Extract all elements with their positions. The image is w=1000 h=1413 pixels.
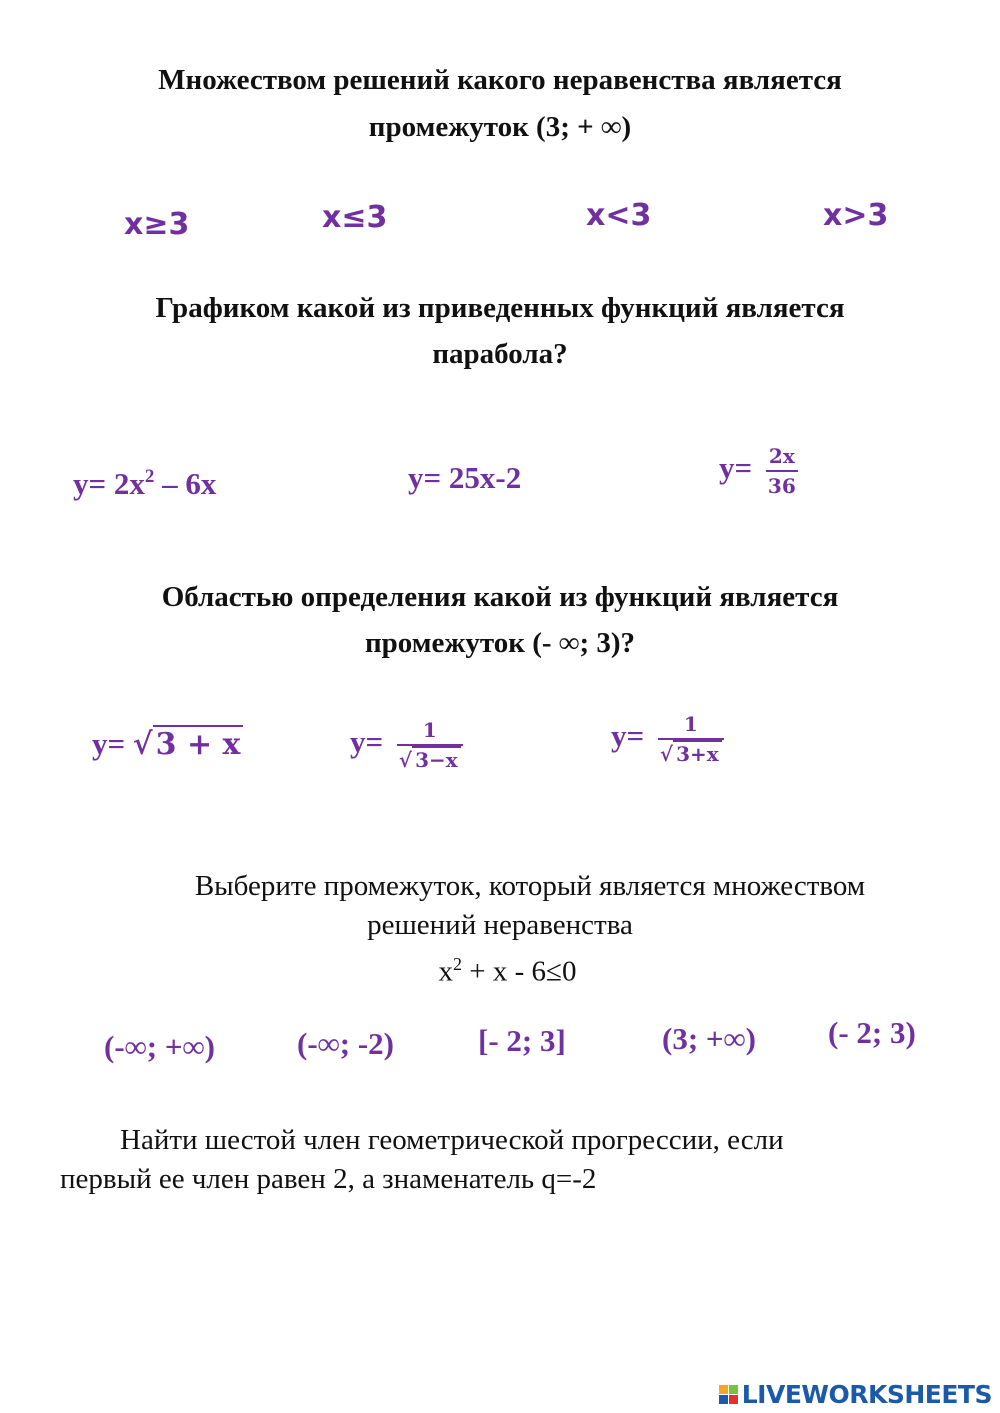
q2-option-3-prefix: y= — [719, 450, 753, 486]
question-5-line-2: первый ее член равен 2, а знаменатель q=-2 — [60, 1163, 597, 1195]
q3-option-3[interactable] — [611, 712, 724, 766]
q2-option-3-fraction — [766, 444, 798, 498]
q1-option-3[interactable]: x<3 — [586, 198, 652, 233]
question-5-line-1: Найти шестой член геометрической прогрессии, если — [120, 1124, 784, 1156]
q4-equation-base: x — [438, 955, 454, 988]
sqrt-icon — [397, 746, 463, 772]
q2-option-1-rest: – 6x — [154, 466, 217, 501]
sqrt-icon — [133, 725, 244, 762]
q4-equation-exponent: 2 — [453, 954, 463, 974]
q3-option-3-prefix: y= — [611, 718, 645, 754]
question-1-line-2: промежуток (3; + ∞) — [368, 111, 632, 143]
q1-option-4[interactable]: x>3 — [823, 198, 889, 233]
q4-equation-rest: + x - 6≤0 — [462, 955, 577, 988]
q3-option-3-radicand: 3+x — [673, 740, 722, 766]
q4-option-3[interactable]: [- 2; 3] — [478, 1023, 566, 1058]
question-1-line-1: Множеством решений какого неравенства является — [158, 64, 842, 96]
logo-text: LIVEWORKSHEETS — [741, 1380, 992, 1409]
q1-option-1[interactable]: x≥3 — [124, 207, 190, 242]
q3-option-2-fraction — [397, 718, 463, 772]
q2-option-1-base: y= 2x — [73, 466, 145, 501]
logo-square-orange — [719, 1385, 728, 1394]
liveworksheets-logo[interactable] — [719, 1380, 992, 1409]
q3-option-2-radicand: 3−x — [412, 746, 461, 772]
q3-option-1-root-sign: √ — [132, 727, 153, 762]
question-4-line-1: Выберите промежуток, который является множеством — [194, 870, 866, 902]
liveworksheets-logo-icon — [719, 1385, 738, 1404]
q3-option-2-numerator: 1 — [397, 718, 463, 746]
q4-option-5[interactable]: (- 2; 3) — [828, 1015, 916, 1050]
q2-option-1[interactable] — [73, 466, 216, 502]
question-4-line-2: решений неравенства — [367, 909, 633, 941]
q3-option-1-prefix: y= — [92, 726, 126, 761]
q4-option-4[interactable]: (3; +∞) — [662, 1021, 756, 1056]
logo-square-red — [729, 1395, 738, 1404]
q3-option-1[interactable] — [92, 726, 243, 762]
q2-option-3-denominator: 36 — [767, 474, 796, 498]
q3-option-3-fraction — [658, 712, 724, 766]
q2-option-3-numerator: 2x — [766, 444, 798, 472]
question-3-line-1: Областью определения какой из функций является — [161, 581, 839, 613]
question-2-line-1: Графиком какой из приведенных функций является — [155, 292, 845, 324]
q3-option-1-radicand: 3 + x — [153, 725, 244, 762]
q3-option-3-numerator: 1 — [658, 712, 724, 740]
question-3-line-2: промежуток (- ∞; 3)? — [364, 627, 636, 659]
q2-option-3[interactable] — [719, 444, 798, 498]
logo-square-green — [729, 1385, 738, 1394]
q2-option-2[interactable]: y= 25x-2 — [408, 460, 522, 495]
q3-option-2-prefix: y= — [350, 724, 384, 760]
q4-option-2[interactable]: (-∞; -2) — [297, 1026, 394, 1061]
q3-option-2-root-sign: √ — [398, 748, 413, 772]
question-2-line-2: парабола? — [432, 338, 568, 370]
logo-square-blue — [719, 1395, 728, 1404]
question-4-equation — [0, 945, 1000, 992]
q4-option-1[interactable]: (-∞; +∞) — [104, 1029, 215, 1064]
q3-option-2[interactable] — [350, 718, 463, 772]
sqrt-icon — [658, 740, 724, 766]
q3-option-3-root-sign: √ — [659, 742, 674, 766]
q2-option-1-exponent: 2 — [144, 466, 155, 487]
q1-option-2[interactable]: x≤3 — [322, 200, 388, 235]
